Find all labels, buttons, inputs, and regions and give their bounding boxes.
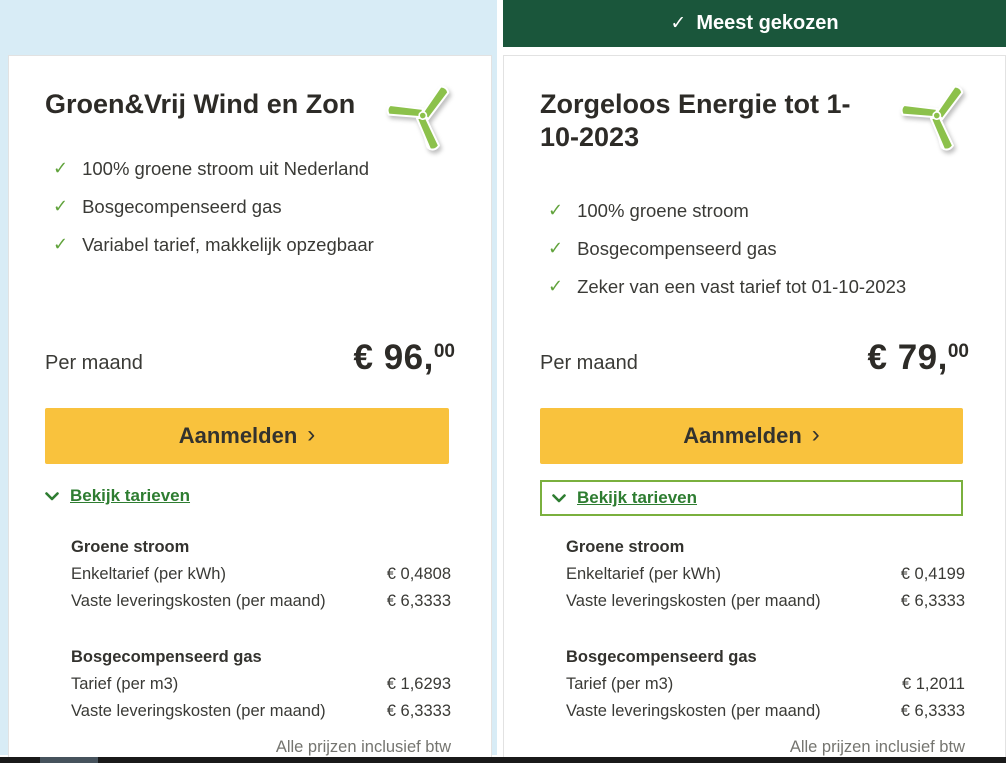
tariff-label: Enkeltarief (per kWh) bbox=[71, 565, 226, 583]
bekijk-tarieven-toggle-focused[interactable] bbox=[540, 480, 963, 516]
chevron-right-icon: › bbox=[307, 421, 316, 448]
feature-item bbox=[53, 194, 461, 219]
check-icon: ✓ bbox=[548, 276, 564, 296]
aanmelden-button[interactable] bbox=[45, 408, 449, 464]
tariff-label: Vaste leveringskosten (per maand) bbox=[566, 702, 821, 720]
price-row bbox=[540, 338, 969, 394]
tariff-label: Tarief (per m3) bbox=[71, 675, 179, 693]
most-chosen-badge bbox=[503, 0, 1006, 47]
price-cents: 00 bbox=[947, 341, 969, 362]
plan-title: Zorgeloos Energie tot 1-10-2023 bbox=[540, 89, 851, 152]
vat-note: Alle prijzen inclusief btw bbox=[275, 738, 451, 756]
check-icon: ✓ bbox=[670, 13, 687, 34]
feature-item bbox=[548, 236, 975, 261]
scrollbar-thumb[interactable] bbox=[40, 757, 98, 763]
bekijk-tarieven-toggle[interactable] bbox=[45, 486, 190, 506]
feature-item bbox=[548, 274, 975, 299]
feature-text: Bosgecompenseerd gas bbox=[577, 238, 777, 259]
feature-item bbox=[53, 232, 461, 257]
chevron-down-icon bbox=[552, 494, 566, 503]
tariff-row bbox=[566, 588, 965, 615]
horizontal-scrollbar[interactable] bbox=[0, 757, 1006, 763]
tariff-section-heading: Bosgecompenseerd gas bbox=[566, 648, 757, 666]
feature-item bbox=[53, 156, 461, 181]
tariff-section-heading: Bosgecompenseerd gas bbox=[71, 648, 262, 666]
tariff-table bbox=[71, 534, 451, 725]
plan-title: Groen&Vrij Wind en Zon bbox=[45, 89, 356, 119]
aanmelden-label: Aanmelden bbox=[683, 423, 802, 448]
chevron-right-icon: › bbox=[811, 421, 820, 448]
check-icon: ✓ bbox=[53, 158, 69, 178]
price-row bbox=[45, 338, 455, 394]
check-icon: ✓ bbox=[548, 200, 564, 220]
tariff-row bbox=[71, 588, 451, 615]
check-icon: ✓ bbox=[53, 234, 69, 254]
plan-card-groen-vrij bbox=[8, 55, 492, 757]
tariff-value: € 6,3333 bbox=[900, 592, 965, 610]
tariff-table bbox=[566, 534, 965, 725]
vat-note: Alle prijzen inclusief btw bbox=[789, 738, 965, 756]
tariff-row bbox=[71, 698, 451, 725]
tariff-label: Vaste leveringskosten (per maand) bbox=[71, 702, 326, 720]
monthly-price: € 79,00 bbox=[867, 338, 969, 377]
feature-text: Variabel tarief, makkelijk opzegbaar bbox=[82, 234, 374, 255]
tariff-label: Vaste leveringskosten (per maand) bbox=[71, 592, 326, 610]
aanmelden-button[interactable] bbox=[540, 408, 963, 464]
bekijk-tarieven-label: Bekijk tarieven bbox=[577, 488, 698, 507]
feature-text: 100% groene stroom uit Nederland bbox=[82, 158, 370, 179]
plan-card-zorgeloos bbox=[503, 55, 1006, 757]
tariff-label: Enkeltarief (per kWh) bbox=[566, 565, 721, 583]
chevron-down-icon bbox=[45, 492, 59, 501]
tariff-value: € 6,3333 bbox=[900, 702, 965, 720]
tariff-value: € 0,4199 bbox=[900, 565, 965, 583]
tariff-section-heading: Groene stroom bbox=[71, 538, 190, 556]
check-icon: ✓ bbox=[548, 238, 564, 258]
feature-list bbox=[53, 156, 461, 270]
monthly-price: € 96,00 bbox=[353, 338, 455, 377]
tariff-row bbox=[566, 561, 965, 588]
tariff-row bbox=[566, 698, 965, 725]
tariff-value: € 6,3333 bbox=[386, 702, 451, 720]
most-chosen-label: Meest gekozen bbox=[696, 12, 839, 34]
tariff-value: € 6,3333 bbox=[386, 592, 451, 610]
bekijk-tarieven-label: Bekijk tarieven bbox=[70, 486, 191, 505]
tariff-label: Tarief (per m3) bbox=[566, 675, 674, 693]
check-icon: ✓ bbox=[53, 196, 69, 216]
tariff-row bbox=[71, 561, 451, 588]
feature-text: 100% groene stroom bbox=[577, 200, 749, 221]
wind-turbine-icon bbox=[899, 80, 981, 164]
price-cents: 00 bbox=[433, 341, 455, 362]
tariff-row bbox=[71, 671, 451, 698]
wind-turbine-icon bbox=[385, 80, 467, 164]
price-period-label: Per maand bbox=[540, 352, 638, 374]
feature-text: Bosgecompenseerd gas bbox=[82, 196, 282, 217]
tariff-value: € 1,2011 bbox=[901, 675, 965, 693]
tariff-section-heading: Groene stroom bbox=[566, 538, 685, 556]
tariff-label: Vaste leveringskosten (per maand) bbox=[566, 592, 821, 610]
feature-item bbox=[548, 198, 975, 223]
tariff-value: € 1,6293 bbox=[386, 675, 451, 693]
feature-text: Zeker van een vast tarief tot 01-10-2023 bbox=[577, 276, 907, 297]
price-period-label: Per maand bbox=[45, 352, 143, 374]
feature-list bbox=[548, 198, 975, 312]
tariff-row bbox=[566, 671, 965, 698]
tariff-value: € 0,4808 bbox=[386, 565, 451, 583]
aanmelden-label: Aanmelden bbox=[178, 423, 298, 448]
